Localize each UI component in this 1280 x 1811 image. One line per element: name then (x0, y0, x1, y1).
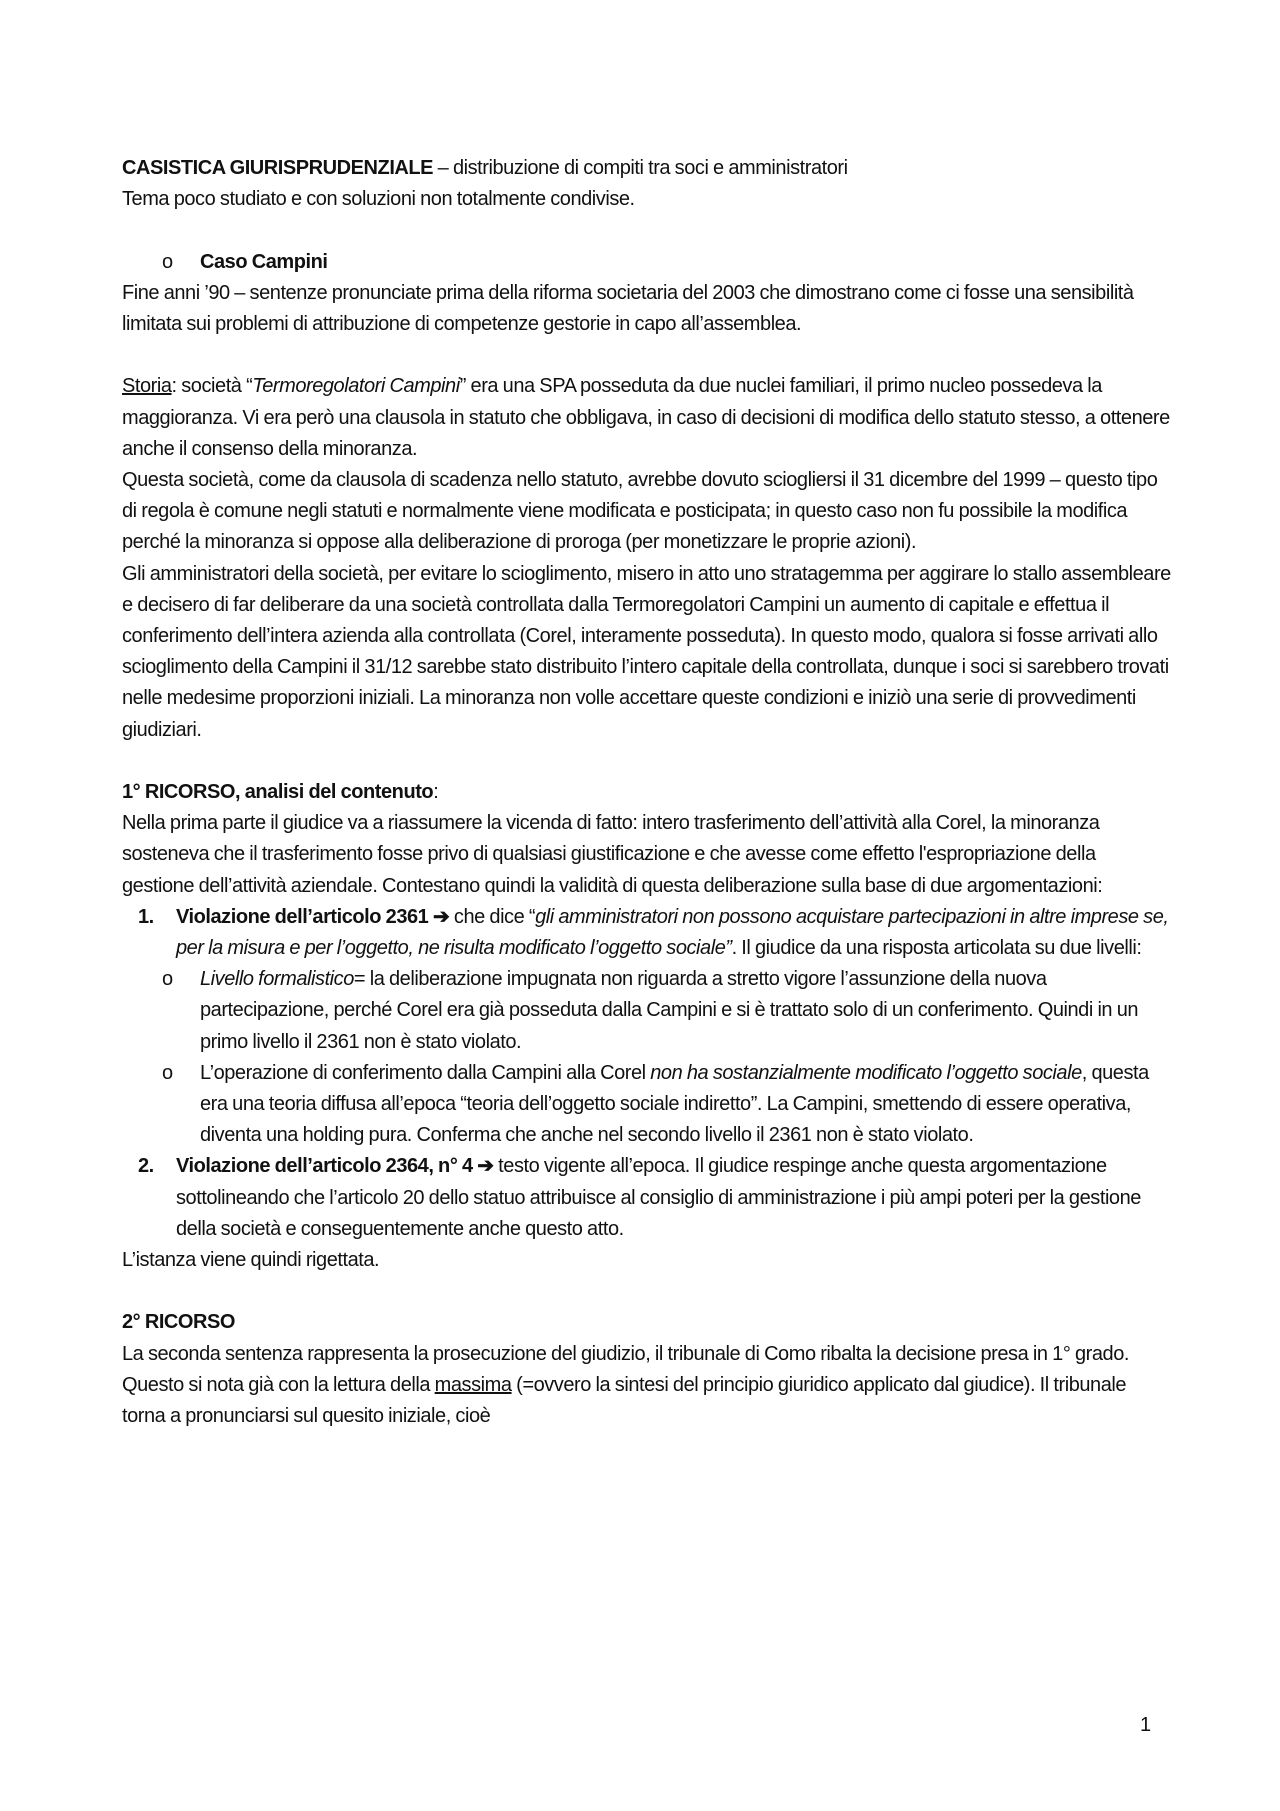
ricorso2-heading-text: 2° RICORSO (122, 1311, 236, 1334)
ricorso1-heading (122, 777, 1172, 808)
massima-term: massima (434, 1373, 512, 1396)
arrow-right-icon: ➔ (432, 905, 450, 928)
arrow-right-icon: ➔ (477, 1155, 494, 1178)
document-subtitle: Tema poco studiato e con soluzioni non totalmente condivise. (122, 188, 635, 211)
ricorso1-intro: Nella prima parte il giudice va a riassumere la vicenda di fatto: intero trasferimento dell’attività alla Corel, la minoranza sosteneva che il trasferimento fosse privo di qualsiasi giustificazione e che avesse come effetto l'espropriazione della gestione dell’attività aziendale. Contestano quindi la validità di questa deliberazione sulla base di due argomentazioni: (122, 812, 1103, 897)
ricorso1-heading-text: 1° RICORSO, analisi del contenuto (122, 781, 434, 804)
page-number: 1 (1140, 1714, 1152, 1736)
ricorso2-paragraph (122, 1339, 1172, 1433)
sub-bullet-1 (122, 964, 1172, 1058)
item-text-b: . Il giudice da una risposta articolata su due livelli: (731, 937, 1142, 960)
hollow-bullet-icon: o (162, 968, 173, 991)
item-bold: Violazione dell’articolo 2361 (176, 905, 433, 928)
numbered-item-1 (122, 902, 1172, 964)
storia-text-a: : società “ (171, 375, 253, 398)
sub-bullet-text: = la deliberazione impugnata non riguarda a stretto vigore l’assunzione della nuova partecipazione, perché Corel era già posseduta dalla Campini e si è trattato solo di un conferimento. Quindi in un primo livello il 2361 non è stato violato. (200, 968, 1139, 1053)
company-name: Termoregolatori Campini (252, 375, 460, 398)
storia-paragraph-3: Gli amministratori della società, per evitare lo scioglimento, misero in atto uno stratagemma per aggirare lo stallo assembleare e decisero di far deliberare da una società controllata dalla Termoregolatori Campini un aumento di capitale e effettua il conferimento dell’intera azienda alla controllata (Corel, interamente posseduta). In questo modo, qualora si fosse arrivati allo scioglimento della Campini il 31/12 sarebbe stato distribuito l’intero capitale della controllata, dunque i soci si sarebbero trovati nelle medesime proporzioni iniziali. La minoranza non volle accettare queste condizioni e iniziò una serie di provvedimenti giudiziari. (122, 562, 1171, 741)
storia-text-b: ” era una SPA posseduta da due nuclei familiari, il primo nucleo possedeva la maggioranza. Vi era però una clausola in statuto che obbligava, in caso di decisioni di modifica dello statuto stesso, a ottenere anche il consenso della minoranza. (122, 375, 1170, 460)
item-number: 2. (138, 1155, 154, 1178)
sub-bullet-2 (122, 1058, 1172, 1152)
item-number: 1. (138, 905, 154, 928)
ricorso2-text-b: (=ovvero la sintesi del principio giuridico applicato dal giudice). Il tribunale torna a pronunciarsi sul quesito iniziale, cioè (122, 1373, 1127, 1428)
item-bold: Violazione dell’articolo 2364, n° 4 (176, 1155, 478, 1178)
sub-bullet-italic: Livello formalistico (200, 968, 354, 991)
storia-paragraph-2: Questa società, come da clausola di scadenza nello statuto, avrebbe dovuto sciogliersi il 31 dicembre del 1999 – questo tipo di regola è comune negli statuti e normalmente viene modificata e posticipata; in questo caso non fu possibile la modifica perché la minoranza si oppose alla deliberazione di proroga (per monetizzare le proprie azioni). (122, 469, 1158, 554)
sub-bullet-italic: non ha sostanzialmente modificato l’oggetto sociale (650, 1061, 1082, 1084)
section-heading-text: Caso Campini (200, 250, 328, 273)
ricorso1-heading-colon: : (433, 781, 439, 804)
hollow-bullet-icon: o (162, 1061, 173, 1084)
intro-paragraph: Fine anni ’90 – sentenze pronunciate prima della riforma societaria del 2003 che dimostrano come ci fosse una sensibilità limitata sui problemi di attribuzione di competenze gestorie in capo all’assemblea. (122, 281, 1134, 335)
sub-bullet-text-b: , questa era una teoria diffusa all’epoca “teoria dell’oggetto sociale indiretto”. La Campini, smettendo di essere operativa, diventa una holding pura. Conferma che anche nel secondo livello il 2361 non è stato violato. (200, 1061, 1149, 1147)
ricorso2-text-a: La seconda sentenza rappresenta la prosecuzione del giudizio, il tribunale di Como ribalta la decisione presa in 1° grado. Questo si nota già con la lettura della (122, 1342, 1129, 1396)
ricorso2-heading (122, 1307, 1172, 1338)
storia-paragraph (122, 371, 1172, 465)
title-rest: – distribuzione di compiti tra soci e amministratori (433, 157, 848, 179)
storia-label: Storia (122, 375, 172, 398)
item-text-a: che dice “ (449, 905, 536, 928)
section-heading (122, 247, 1172, 278)
numbered-item-2 (122, 1151, 1172, 1245)
hollow-bullet-icon: o (162, 250, 173, 273)
sub-bullet-text-a: L’operazione di conferimento dalla Campini alla Corel (200, 1061, 651, 1084)
item-quote: gli amministratori non possono acquistare partecipazioni in altre imprese se, per la misura e per l’oggetto, ne risulta modificato l’oggetto sociale” (176, 905, 1169, 960)
document-title (122, 153, 1172, 184)
ricorso1-conclusion: L’istanza viene quindi rigettata. (122, 1249, 380, 1272)
document-body (122, 153, 1172, 1432)
item-text-a: testo vigente all’epoca. Il giudice respinge anche questa argomentazione sottolineando che l’articolo 20 dello statuo attribuisce al consiglio di amministrazione i più ampi poteri per la gestione della società e conseguentemente anche questo atto. (176, 1155, 1141, 1240)
title-bold: CASISTICA GIURISPRUDENZIALE (122, 157, 434, 179)
